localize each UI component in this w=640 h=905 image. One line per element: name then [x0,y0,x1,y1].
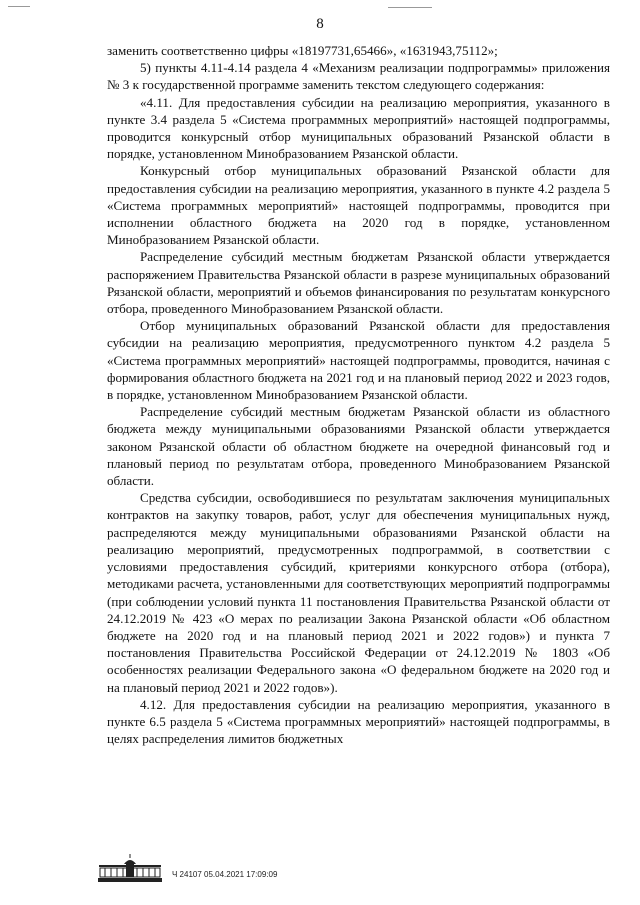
scan-artifact [8,6,30,7]
document-body [107,42,610,747]
paragraph: Отбор муниципальных образований Рязанской области для предоставления субсидии на реализацию мероприятия, предусмотренного пунктом 4.2 раздела 5 «Система программных мероприятий» настоящей подпрограммы, проводится, начиная с формирования областного бюджета на 2021 год и на плановый период 2022 и 2023 годов, в порядке, установленном Минобразованием Рязанской области. [107,318,610,403]
document-footer [96,852,336,886]
paragraph: Конкурсный отбор муниципальных образований Рязанской области для предоставления субсидии на реализацию мероприятия, указанного в пункте 4.2 раздела 5 «Система программных мероприятий» настоящей подпрограммы, проводится при исполнении областного бюджета на 2020 год в порядке, установленном Минобразованием Рязанской области. [107,163,610,248]
scan-artifact [388,7,432,8]
page-number: 8 [316,16,324,32]
paragraph: Распределение субсидий местным бюджетам Рязанской области из областного бюджета между муниципальными образованиями Рязанской области утверждается законом Рязанской области об областном бюджете на очередной финансовый год и плановый период по результатам отбора, проведенного Минобразованием Рязанской области. [107,404,610,489]
paragraph: Распределение субсидий местным бюджетам Рязанской области утверждается распоряжением Правительства Рязанской области в разрезе муниципальных образований Рязанской области, мероприятий и объемов финансирования по результатам конкурсного отбора, проведенного Минобразованием Рязанской области. [107,249,610,317]
building-stamp-icon [96,854,164,884]
paragraph: заменить соответственно цифры «18197731,65466», «1631943,75112»; [107,43,498,58]
paragraph: 4.12. Для предоставления субсидии на реализацию мероприятия, указанного в пункте 6.5 раздела 5 «Система программных мероприятий» настоящей подпрограммы, в целях распределения лимитов бюджетных [107,696,610,747]
registration-stamp-text: Ч 24107 05.04.2021 17:09:09 [172,870,278,879]
paragraph: Средства субсидии, освободившиеся по результатам заключения муниципальных контрактов на закупку товаров, работ, услуг для обеспечения муниципальных нужд, распределяются между муниципальными образованиями Рязанской области на реализацию мероприятий, предусмотренных подпрограммой, в соответствии с условиями предоставления субсидий, критериями конкурсного отбора (отбора), методиками расчета, установленными для соответствующих мероприятий подпрограммы (при соблюдении условий пункта 11 постановления Правительства Рязанской области от 24.12.2019 № 423 «О мерах по реализации Закона Рязанской области «Об областном бюджете на 2020 год и на плановый период 2021 и 2022 годов») и пункта 7 постановления Правительства Российской Федерации от 24.12.2019 № 1803 «Об особенностях реализации Федерального закона «О федеральном бюджете на 2020 год и на плановый период 2021 и 2022 годов»). [107,490,610,695]
paragraph: 5) пункты 4.11-4.14 раздела 4 «Механизм реализации подпрограммы» приложения № 3 к государственной программе заменить текстом следующего содержания: [107,60,610,93]
paragraph: «4.11. Для предоставления субсидии на реализацию мероприятия, указанного в пункте 3.4 раздела 5 «Система программных мероприятий» настоящей подпрограммы, проводится конкурсный отбор муниципальных образований Рязанской области в порядке, установленном Минобразованием Рязанской области. [107,94,610,162]
